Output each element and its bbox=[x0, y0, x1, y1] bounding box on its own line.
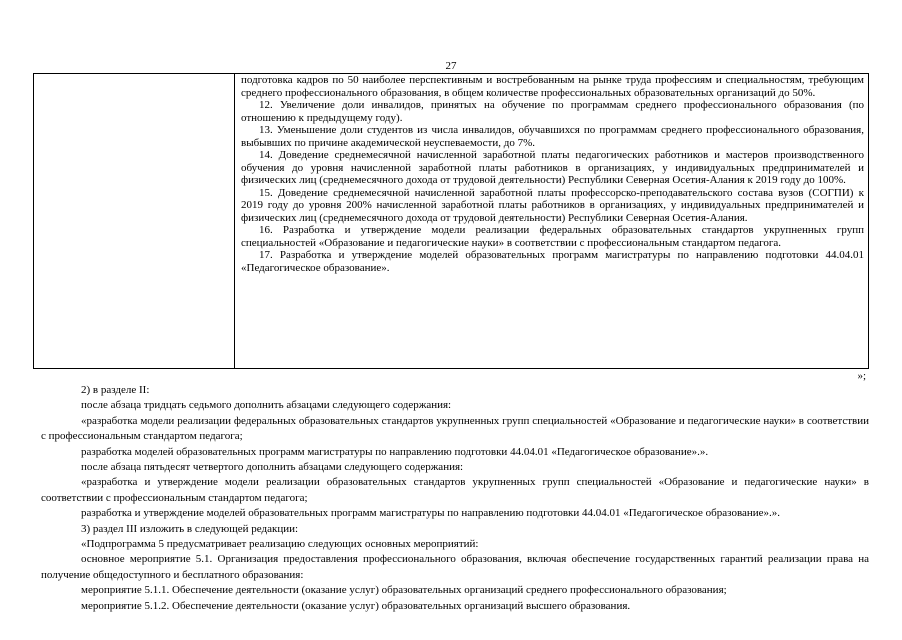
table-paragraph: подготовка кадров по 50 наиболее перспективным и востребованным на рынке труда профессиям и специальностям, требующим среднего профессионального образования, в общем количестве профессиональных образовательных организаций до 50%. bbox=[241, 74, 864, 99]
measures-table bbox=[33, 73, 869, 369]
table-paragraph: 12. Увеличение доли инвалидов, принятых на обучение по программам среднего профессионального образования (по отношению к предыдущему году). bbox=[241, 99, 864, 124]
body-paragraph: разработка и утверждение моделей образовательных программ магистратуры по направлению подготовки 44.04.01 «Педагогическое образование».». bbox=[81, 507, 781, 520]
body-paragraph: мероприятие 5.1.1. Обеспечение деятельности (оказание услуг) образовательных организаций среднего профессионального образования; bbox=[81, 584, 727, 597]
table-paragraph: 14. Доведение среднемесячной начисленной заработной платы педагогических работников и мастеров производственного обучения до уровня начисленной заработной платы работников в организациях, у индивидуальных предпринимателей и физических лиц (среднемесячного дохода от трудовой деятельности) Республики Северная Осетия-Алания к 2019 году до 100%. bbox=[241, 149, 864, 186]
body-paragraph: 2) в разделе II: bbox=[81, 384, 150, 396]
document-body bbox=[41, 383, 869, 614]
table-paragraph: 15. Доведение среднемесячной начисленной заработной платы профессорско-преподавательского состава вузов (СОГПИ) к 2019 году до уровня 200% начисленной заработной платы работников в организациях, у индивидуальных предпринимателей и физических лиц (среднемесячного дохода от трудовой деятельности) Республики Северная Осетия-Алания. bbox=[241, 186, 864, 224]
page-number: 27 bbox=[445, 60, 457, 72]
body-paragraph: после абзаца пятьдесят четвертого дополнить абзацами следующего содержания: bbox=[81, 461, 464, 474]
body-paragraph: «разработка и утверждение модели реализации образовательных стандартов укрупненных групп специальностей «Образование и педагогические науки» в соответствии с профессиональным стандартом педагога; bbox=[41, 476, 869, 504]
table-paragraph: 13. Уменьшение доли студентов из числа инвалидов, обучавшихся по программам среднего профессионального образования, выбывших по причине академической неуспеваемости, до 7%. bbox=[241, 124, 864, 149]
closing-mark: »; bbox=[857, 370, 866, 382]
table-left-column bbox=[34, 74, 235, 368]
body-paragraph: разработка моделей образовательных программ магистратуры по направлению подготовки 44.04.01 «Педагогическое образование».». bbox=[81, 445, 709, 458]
body-paragraph: «Подпрограмма 5 предусматривает реализацию следующих основных мероприятий: bbox=[81, 538, 479, 551]
table-paragraph: 17. Разработка и утверждение моделей образовательных программ магистратуры по направлению подготовки 44.04.01 «Педагогическое образование». bbox=[241, 249, 864, 274]
body-paragraph: мероприятие 5.1.2. Обеспечение деятельности (оказание услуг) образовательных организаций высшего образования. bbox=[81, 599, 631, 612]
table-paragraph: 16. Разработка и утверждение модели реализации федеральных образовательных стандартов укрупненных групп специальностей «Образование и педагогические науки» в соответствии с профессиональным стандартом педагога. bbox=[241, 224, 864, 249]
body-paragraph: «разработка модели реализации федеральных образовательных стандартов укрупненных групп специальностей «Образование и педагогические науки» в соответствии с профессиональным стандартом педагога; bbox=[41, 414, 869, 443]
body-paragraph: основное мероприятие 5.1. Организация предоставления профессионального образования, включая обеспечение государственных гарантий реализации права на получение общедоступного и бесплатного образования: bbox=[41, 553, 869, 581]
body-paragraph: после абзаца тридцать седьмого дополнить абзацами следующего содержания: bbox=[81, 399, 452, 412]
table-right-column bbox=[236, 74, 868, 368]
body-paragraph: 3) раздел III изложить в следующей редакции: bbox=[81, 522, 299, 535]
